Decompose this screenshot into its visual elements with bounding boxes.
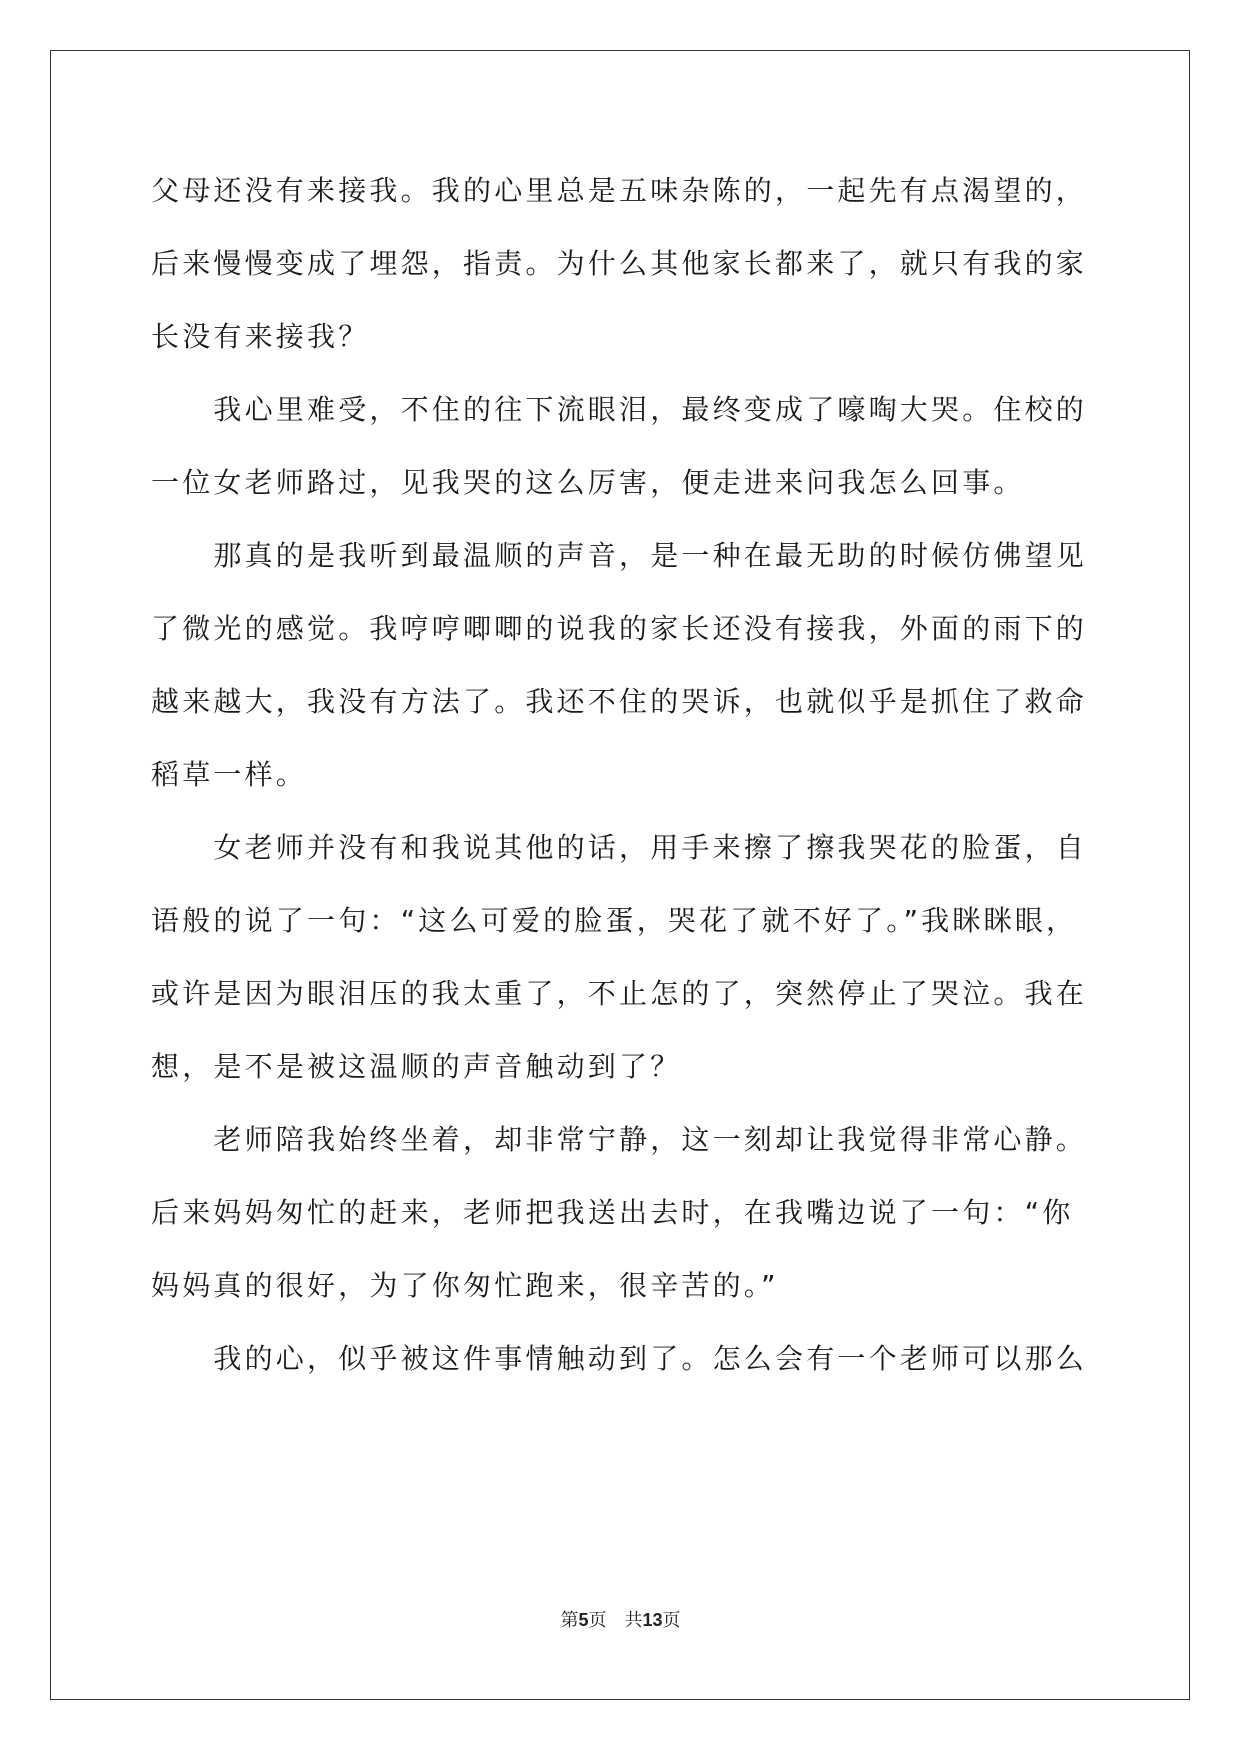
text-line: 长没有来接我？	[151, 320, 370, 353]
text-line: 了微光的感觉。我哼哼唧唧的说我的家长还没有接我，外面的雨下的	[151, 612, 1088, 645]
document-body	[151, 154, 1111, 1395]
page-footer	[0, 1606, 1241, 1632]
text-line: 一位女老师路过，见我哭的这么厉害，便走进来问我怎么回事。	[151, 466, 1025, 499]
text-line: 想，是不是被这温顺的声音触动到了？	[151, 1050, 682, 1083]
text-line: 后来妈妈匆忙的赶来，老师把我送出去时，在我嘴边说了一句：“你	[151, 1196, 1074, 1229]
text-line: 语般的说了一句：“这么可爱的脸蛋，哭花了就不好了。”我眯眯眼，	[151, 904, 1078, 937]
text-line: 父母还没有来接我。我的心里总是五味杂陈的，一起先有点渴望的，	[151, 174, 1088, 207]
page-suffix: 页	[588, 1610, 607, 1631]
page-number: 5	[578, 1610, 589, 1630]
text-line: 妈妈真的很好，为了你匆忙跑来，很辛苦的。”	[151, 1269, 779, 1302]
text-line: 稻草一样。	[151, 758, 308, 791]
text-line: 女老师并没有和我说其他的话，用手来擦了擦我哭花的脸蛋，自	[151, 831, 1088, 864]
text-line: 我的心，似乎被这件事情触动到了。怎么会有一个老师可以那么	[151, 1342, 1088, 1375]
text-line: 后来慢慢变成了埋怨，指责。为什么其他家长都来了，就只有我的家	[151, 247, 1088, 280]
total-prefix: 共	[624, 1610, 643, 1631]
text-line: 老师陪我始终坐着，却非常宁静，这一刻却让我觉得非常心静。	[151, 1123, 1088, 1156]
page-prefix: 第	[560, 1610, 579, 1631]
page-total: 13	[642, 1610, 663, 1630]
text-line: 越来越大，我没有方法了。我还不住的哭诉，也就似乎是抓住了救命	[151, 685, 1088, 718]
text-line: 那真的是我听到最温顺的声音，是一种在最无助的时候仿佛望见	[151, 539, 1088, 572]
text-line: 或许是因为眼泪压的我太重了，不止怎的了，突然停止了哭泣。我在	[151, 977, 1088, 1010]
text-line: 我心里难受，不住的往下流眼泪，最终变成了嚎啕大哭。住校的	[151, 393, 1088, 426]
total-suffix: 页	[662, 1610, 681, 1631]
